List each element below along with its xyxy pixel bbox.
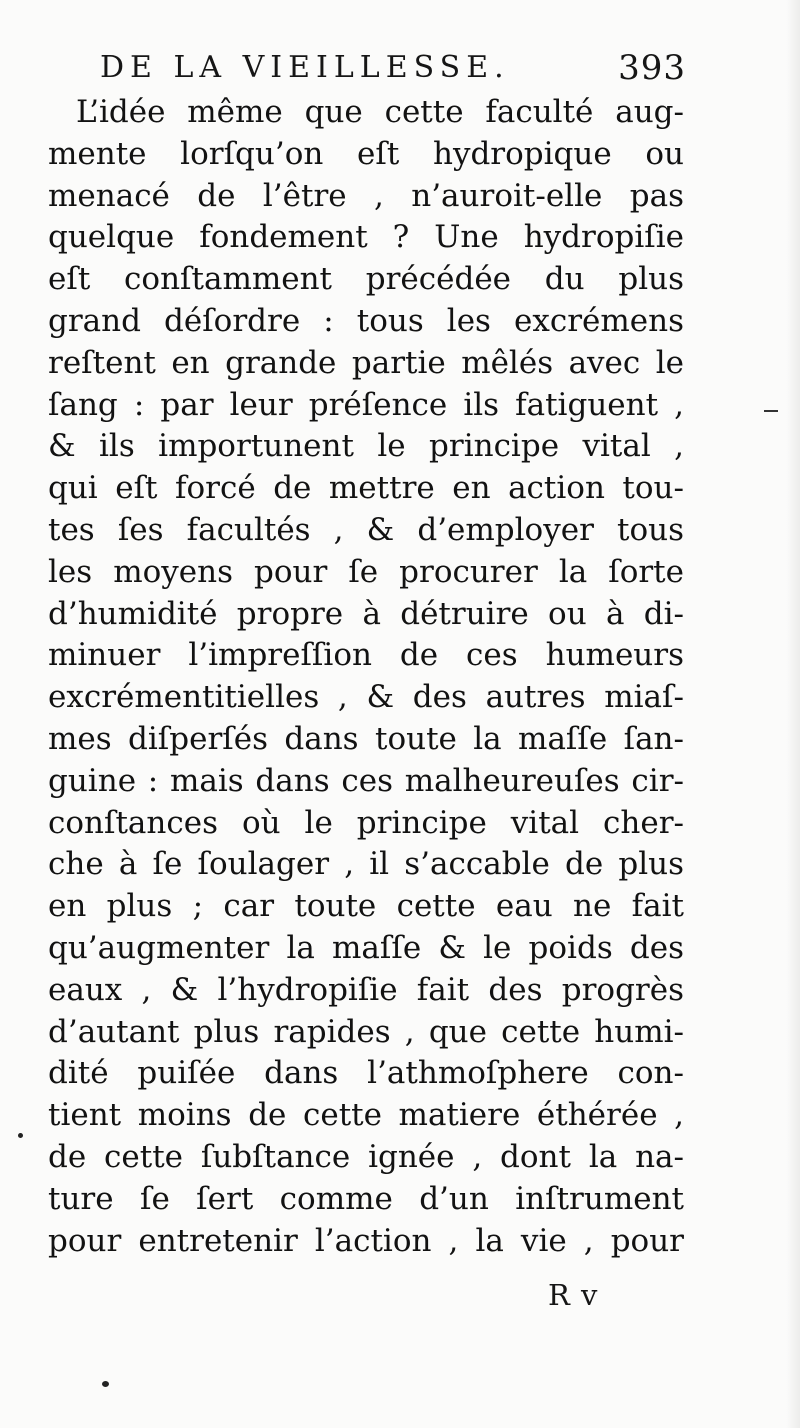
text-line: de cette ſubſtance ignée , dont la na- [48,1138,684,1175]
text-line: ſang : par leur préſence ils fatiguent , [48,386,684,423]
margin-mark [764,410,778,412]
text-line: d’autant plus rapides , que cette humi- [48,1013,684,1050]
signature-mark: R v [548,1278,599,1312]
text-line: guine : mais dans ces malheureuſes cir- [48,762,684,799]
text-line: & ils importunent le principe vital , [48,428,684,465]
text-line: reſtent en grande partie mêlés avec le [48,344,684,381]
text-line: dité puiſée dans l’athmoſphere con- [48,1055,684,1092]
text-line: tes ſes facultés , & d’employer tous [48,511,684,548]
text-line: excrémentitielles , & des autres miaſ- [48,679,684,716]
text-line: pour entretenir l’action , la vie , pour [48,1222,684,1259]
page-edge-shadow [786,0,800,1428]
text-line: menacé de l’être , n’auroit-elle pas [48,177,684,214]
ink-speck [18,1133,23,1138]
text-line: conſtances où le principe vital cher- [48,804,684,841]
text-line: grand déſordre : tous les excrémens [48,302,684,339]
text-line: eſt conſtamment précédée du plus [48,261,684,298]
text-line: les moyens pour ſe procurer la ſorte [48,553,684,590]
text-line: tient moins de cette matiere éthérée , [48,1097,684,1134]
text-line: eaux , & l’hydropiſie fait des progrès [48,971,684,1008]
text-line: en plus ; car toute cette eau ne fait [48,888,684,925]
ink-speck [102,1381,109,1387]
text-line: minuer l’impreſſion de ces humeurs [48,637,684,674]
text-line: mes diſperſés dans toute la maſſe ſan- [48,720,684,757]
text-line: che à ſe ſoulager , il s’accable de plus [48,846,684,883]
body-text [48,92,684,1262]
text-line: mente lorſqu’on eſt hydropique ou [48,135,684,172]
text-line: qu’augmenter la maſſe & le poids des [48,929,684,966]
text-line: qui eſt forcé de mettre en action tou- [48,470,684,507]
running-head [100,48,690,92]
text-line: L’idée même que cette faculté aug- [76,94,684,130]
text-line: quelque fondement ? Une hydropiſie [48,219,684,256]
running-title: DE LA VIEILLESSE. [100,50,510,85]
text-line: d’humidité propre à détruire ou à di- [48,595,684,632]
text-line: ture ſe ſert comme d’un inſtrument [48,1180,684,1217]
page-number: 393 [618,48,686,88]
